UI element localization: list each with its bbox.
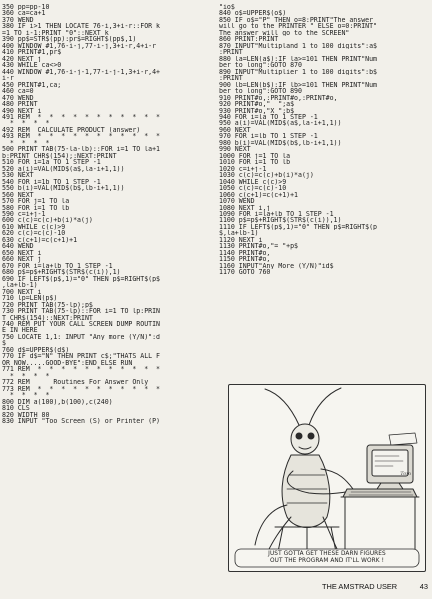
code-line: 710 lp=LEN(p$) <box>2 295 58 302</box>
code-line: 1160 INPUT"Any More (Y/N)"id$ <box>219 262 334 270</box>
code-line: 1150 PRINT#o, <box>219 256 271 263</box>
code-line: $,la+lb-1) <box>219 230 259 237</box>
code-line: 990 NEXT <box>219 146 251 153</box>
code-column-left <box>2 4 212 424</box>
code-line: 740 REM PUT YOUR CALL SCREEN DUMP ROUTIN <box>2 320 160 328</box>
code-line: 1120 NEXT i <box>219 236 263 244</box>
code-line: 500 PRINT TAB(75-la-lb)::FOR i=1 TO la+1 <box>2 146 160 153</box>
code-line: 480 PRINT <box>2 101 38 108</box>
code-line: The answer will go to the SCREEN" <box>219 29 350 37</box>
page-number: 43 <box>419 582 428 591</box>
code-line: 680 p$=p$+RIGHT$(STR$(c(i)),1) <box>2 269 121 276</box>
code-line: 580 FOR i=1 TO lb <box>2 204 70 211</box>
code-line: 690 IF LEFT$(p$,1)="0" THEN p$=RIGHT$(p$ <box>2 275 160 283</box>
code-line: 560 NEXT <box>2 191 34 199</box>
code-line: * * * * <box>2 139 50 147</box>
code-line: 360 ca=ca+1 <box>2 10 46 17</box>
code-line: i-r <box>2 75 14 82</box>
code-line: will go to the PRINTER " ELSE o=0:PRINT" <box>219 23 377 30</box>
code-line: 870 INPUT"Multipland 1 to 100 digits":a$ <box>219 42 377 50</box>
code-line: 600 c(c)=c(c)+b(i)*a(j) <box>2 217 93 224</box>
code-line: * * * * <box>2 372 50 380</box>
code-line: 930 PRINT#o,"X ";b$ <box>219 107 295 114</box>
code-line: 900 lb=LEN(b$):IF lb>=101 THEN PRINT"Num <box>219 81 377 89</box>
code-line: 640 WEND <box>2 243 34 250</box>
code-line: 750 LOCATE 1,1: INPUT "Any more (Y/N)":d <box>2 333 160 341</box>
computer-keyboard <box>343 489 417 497</box>
code-line: 530 NEXT <box>2 172 34 179</box>
code-line: 880 la=LEN(a$):IF la>=101 THEN PRINT"Num <box>219 55 377 63</box>
code-line: ,la+lb-1) <box>2 282 38 289</box>
code-line: 920 PRINT#o," ";a$ <box>219 101 295 108</box>
code-line: 1030 c(c)=c(c)+b(i)*a(j) <box>219 172 314 179</box>
code-line: 770 IF d$="N" THEN PRINT c$;"THATS ALL F <box>2 353 160 360</box>
code-line: 810 CLS <box>2 405 30 412</box>
code-line: 493 REM * * * * * * * * * * * <box>2 133 160 140</box>
cartoon-illustration <box>228 384 426 572</box>
code-line: 670 FOR i=la+lb TO 1 STEP -1 <box>2 262 113 270</box>
code-line: 520 a(i)=VAL(MID$(a$,la-i+1,1)) <box>2 165 125 173</box>
code-line: OR NOW.....GOOD-BYE":END ELSE RUN <box>2 359 133 367</box>
code-line: 771 REM * * * * * * * * * * * <box>2 366 160 373</box>
code-line: 630 c(c+1)=c(c+1)+1 <box>2 236 78 244</box>
code-line: T CHR$(154)::NEXT:PRINT <box>2 314 93 321</box>
code-line: 760 d$=UPPER$(d$) <box>2 346 70 354</box>
code-line: 1020 c=i+j-1 <box>219 165 267 173</box>
code-line: 1050 c(c)=c(c)-10 <box>219 185 287 192</box>
code-line: 590 c=i+j-1 <box>2 211 46 218</box>
code-line: * * * * <box>2 392 50 399</box>
code-line: 1000 FOR j=1 TO la <box>219 152 291 160</box>
code-line: 1110 IF LEFT$(p$,1)="0" THEN p$=RIGHT$(p <box>219 223 377 231</box>
code-line: 910 PRINT#o,:PRINT#o,:PRINT#o, <box>219 94 338 102</box>
code-line: "io$ <box>219 4 235 11</box>
code-line: 800 DIM a(100),b(100),c(240) <box>2 398 113 406</box>
code-line: 820 WIDTH 80 <box>2 411 50 418</box>
code-line: 1100 p$=p$+RIGHT$(STR$(c(i)),1) <box>219 217 342 224</box>
code-line: 420 NEXT j <box>2 55 42 63</box>
code-line: 510 FOR i=1a TO 1 STEP -1 <box>2 159 101 166</box>
code-column-right <box>219 4 429 276</box>
cricket-body <box>282 455 330 528</box>
code-line: 540 FOR i=1b TO 1 STEP -1 <box>2 178 101 186</box>
code-line: 1090 FOR i=la+lb TO 1 STEP -1 <box>219 211 334 218</box>
code-line: 490 NEXT i <box>2 107 42 114</box>
cartoon-caption <box>229 551 425 565</box>
code-line: $ <box>2 340 6 347</box>
code-line: 840 o$=UPPER$(o$) <box>219 10 287 17</box>
code-line: 1070 WEND <box>219 198 255 205</box>
code-line: 960 NEXT <box>219 126 251 134</box>
code-line: ber to long":GOTO 870 <box>219 62 302 69</box>
code-line: :PRINT <box>219 75 243 82</box>
code-line: 660 NEXT j <box>2 256 42 263</box>
code-line: 860 PRINT:PRINT <box>219 36 279 43</box>
code-line: 570 FOR j=1 TO la <box>2 198 70 205</box>
code-line: 980 b(i)=VAL(MID$(b$,lb-i+1,1)) <box>219 139 342 147</box>
code-line: 720 PRINT TAB(75-lp);p$ <box>2 301 93 309</box>
code-line: 390 pp$=STR$(pp):pr$=RIGHT$(pp$,1) <box>2 36 137 43</box>
code-line: 830 INPUT "Too Screen (S) or Printer (P) <box>2 418 160 425</box>
code-line: 380 IF i>1 THEN LOCATE 76-i,3+i-r::FOR k <box>2 23 160 30</box>
code-line: 460 ca=0 <box>2 88 34 95</box>
code-line: 410 PRINT#1,pr$ <box>2 49 62 56</box>
page-footer <box>322 582 428 591</box>
code-line: 773 REM * * * * * * * * * * * <box>2 385 160 393</box>
code-line: 850 IF o$="P" THEN o=8:PRINT"The answer <box>219 16 374 24</box>
code-line: 730 PRINT TAB(75-lp)::FOR i=1 TO lp:PRIN <box>2 308 160 315</box>
code-line: =1 TO i-1:PRINT "0"::NEXT k <box>2 29 109 37</box>
code-line: 1040 WHILE c(c)>9 <box>219 178 287 186</box>
code-line: * * * * <box>2 120 50 127</box>
code-line: 491 REM * * * * * * * * * * * <box>2 113 160 121</box>
code-line: 650 NEXT i <box>2 249 42 257</box>
code-line: :PRINT <box>219 49 243 56</box>
code-line: 950 a(i)=VAL(MID$(a$,la-i+1,1)) <box>219 120 342 127</box>
artist-signature: Tom <box>400 471 411 477</box>
code-line: E IN HERE <box>2 327 38 334</box>
code-line: 940 FOR i=la TO 1 STEP -1 <box>219 113 318 121</box>
code-line: 772 REM Routines For Answer Only <box>2 379 149 386</box>
code-line: 1140 PRINT#o, <box>219 249 271 257</box>
code-line: 1080 NEXT i,j <box>219 204 271 211</box>
code-line: 430 WHILE ca<>0 <box>2 62 62 69</box>
code-line: 550 b(i)=VAL(MID$(b$,lb-i+1,1)) <box>2 185 125 192</box>
code-line: 350 pp=pp-10 <box>2 4 50 11</box>
code-line: 440 WINDOW #1,76-i-j-1,77-i-j-1,3+i-r,4+ <box>2 68 160 76</box>
code-line: 450 PRINT#1,ca; <box>2 81 62 89</box>
code-line: 610 WHILE c(c)>9 <box>2 223 66 231</box>
cartoon-drawing <box>229 385 425 571</box>
antenna-left <box>265 389 299 425</box>
code-line: 1130 PRINT#o,"= "+p$ <box>219 243 298 250</box>
code-line: 970 FOR i=lb TO 1 STEP -1 <box>219 133 318 140</box>
code-line: ber to long":GOTO 890 <box>219 88 302 95</box>
code-line: 1060 c(c+1)=c(c+1)+1 <box>219 191 298 199</box>
code-line: b:PRINT CHR$(154);:NEXT:PRINT <box>2 152 117 160</box>
caption-line-1: JUST GOTTA GET THESE DARN FIGURES <box>268 551 386 557</box>
magazine-title: THE AMSTRAD USER <box>322 582 398 591</box>
code-line: 400 WINDOW #1,76-i-j,77-i-j,3+i-r,4+i-r <box>2 42 157 50</box>
code-line: 890 INPUT"Multiplier 1 to 100 digits":b$ <box>219 68 377 76</box>
caption-line-2: OUT THE PROGRAM AND IT'LL WORK ! <box>269 558 385 564</box>
code-line: 492 REM CALCULATE PRODUCT (answer) <box>2 126 141 134</box>
code-line: 470 WEND <box>2 94 34 102</box>
code-line: 620 c(c)=c(c)-10 <box>2 230 66 237</box>
code-line: 1170 GOTO 760 <box>219 269 271 276</box>
code-line: 370 WEND <box>2 16 34 24</box>
code-line: 1010 FOR i=1 TO lb <box>219 159 291 166</box>
code-line: 700 NEXT i <box>2 288 42 296</box>
antenna-right <box>309 388 341 425</box>
